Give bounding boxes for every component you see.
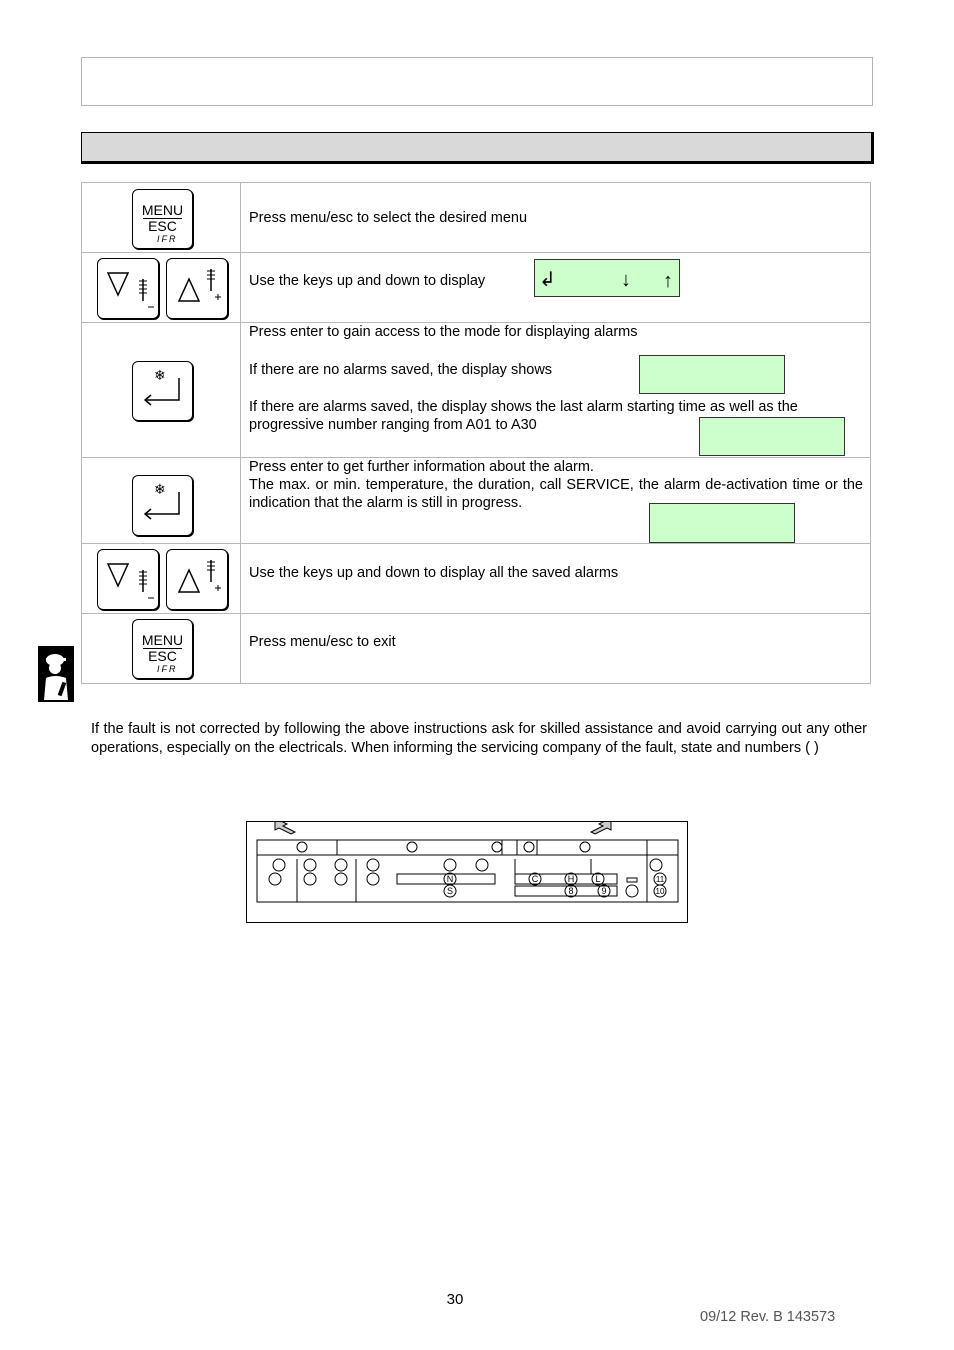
- key-cell: [82, 183, 241, 253]
- header-box: [81, 57, 873, 106]
- rating-plate-svg: [247, 822, 687, 922]
- down-key[interactable]: [97, 258, 159, 319]
- revision-label: 09/12 Rev. B 143573: [700, 1309, 836, 1325]
- down-key[interactable]: [97, 549, 159, 610]
- technician-icon: [38, 646, 74, 702]
- table-row: [82, 183, 871, 253]
- step-text: Press menu/esc to select the desired menu: [249, 210, 528, 226]
- text-cell: [241, 323, 871, 458]
- badge-11: 11: [655, 875, 665, 884]
- text-cell: [241, 253, 871, 323]
- step-text: If there are alarms saved, the display shows the last alarm starting time as well as the progressive number ranging from A01 to A30: [249, 399, 798, 433]
- down-arrow-icon: ↓: [621, 269, 631, 291]
- instruction-paragraph: If the fault is not corrected by following the above instructions ask for skilled assistance and avoid carrying out any other operations, especially on the electricals. When informing the servicing company of the fault, state and numbers ( ): [91, 721, 867, 756]
- badge-C: C: [531, 874, 539, 884]
- down-triangle-icon: [98, 259, 157, 317]
- badge-N: N: [446, 874, 454, 884]
- enter-arrow-icon: ↲: [539, 269, 556, 291]
- lcd-display-details: [649, 503, 795, 543]
- step-text: Press enter to get further information about the alarm. The max. or min. temperature, the duration, call SERVICE, the alarm de-activation time or the indication that the alarm is still in progress.: [249, 459, 863, 511]
- table-row: [82, 614, 871, 684]
- badge-S: S: [446, 886, 454, 896]
- step-text: Press menu/esc to exit: [249, 634, 396, 650]
- menu-label: MENU: [141, 632, 184, 648]
- enter-key[interactable]: [132, 475, 193, 536]
- lcd-display-alarm: [699, 417, 845, 456]
- ifr-label: IFR: [157, 664, 178, 674]
- badge-L: L: [595, 874, 601, 884]
- enter-key[interactable]: [132, 361, 193, 421]
- text-cell: [241, 458, 871, 544]
- menu-label: MENU: [141, 202, 184, 218]
- lcd-display: [534, 259, 680, 297]
- key-cell: [82, 614, 241, 684]
- text-cell: [241, 614, 871, 684]
- snowflake-enter-icon: [133, 476, 191, 533]
- key-cell: [82, 458, 241, 544]
- snowflake-enter-icon: [133, 362, 191, 419]
- step-text: Use the keys up and down to display: [249, 273, 486, 289]
- lcd-display-no-alarms: [639, 355, 785, 394]
- step-text: Use the keys up and down to display all the saved alarms: [249, 565, 619, 581]
- key-cell: [82, 253, 241, 323]
- step-text: Press enter to gain access to the mode for displaying alarms: [249, 324, 638, 340]
- instruction-table: [81, 182, 871, 684]
- up-triangle-icon: [167, 259, 226, 317]
- table-row: [82, 253, 871, 323]
- down-triangle-icon: [98, 550, 157, 608]
- key-cell: [82, 323, 241, 458]
- esc-label: ESC: [148, 218, 177, 234]
- up-key[interactable]: [166, 549, 228, 610]
- ifr-label: IFR: [157, 234, 178, 244]
- page-number: 30: [446, 1291, 464, 1308]
- esc-label: ESC: [148, 648, 177, 664]
- key-cell: [82, 544, 241, 614]
- section-title-bar: [81, 132, 874, 164]
- badge-10: 10: [655, 887, 665, 896]
- rating-plate-diagram: [246, 821, 688, 923]
- text-cell: [241, 544, 871, 614]
- svg-text:❄: ❄: [154, 482, 166, 498]
- menu-esc-key[interactable]: [132, 189, 193, 249]
- table-row: [82, 458, 871, 544]
- badge-8: 8: [568, 886, 574, 896]
- badge-9: 9: [601, 886, 607, 896]
- badge-H: H: [567, 874, 575, 884]
- step-text: If there are no alarms saved, the display shows: [249, 362, 553, 378]
- up-key[interactable]: [166, 258, 228, 319]
- table-row: [82, 544, 871, 614]
- up-triangle-icon: [167, 550, 226, 608]
- svg-text:❄: ❄: [154, 368, 166, 384]
- up-arrow-icon: ↑: [663, 270, 673, 292]
- text-cell: [241, 183, 871, 253]
- table-row: [82, 323, 871, 458]
- menu-esc-key[interactable]: [132, 619, 193, 679]
